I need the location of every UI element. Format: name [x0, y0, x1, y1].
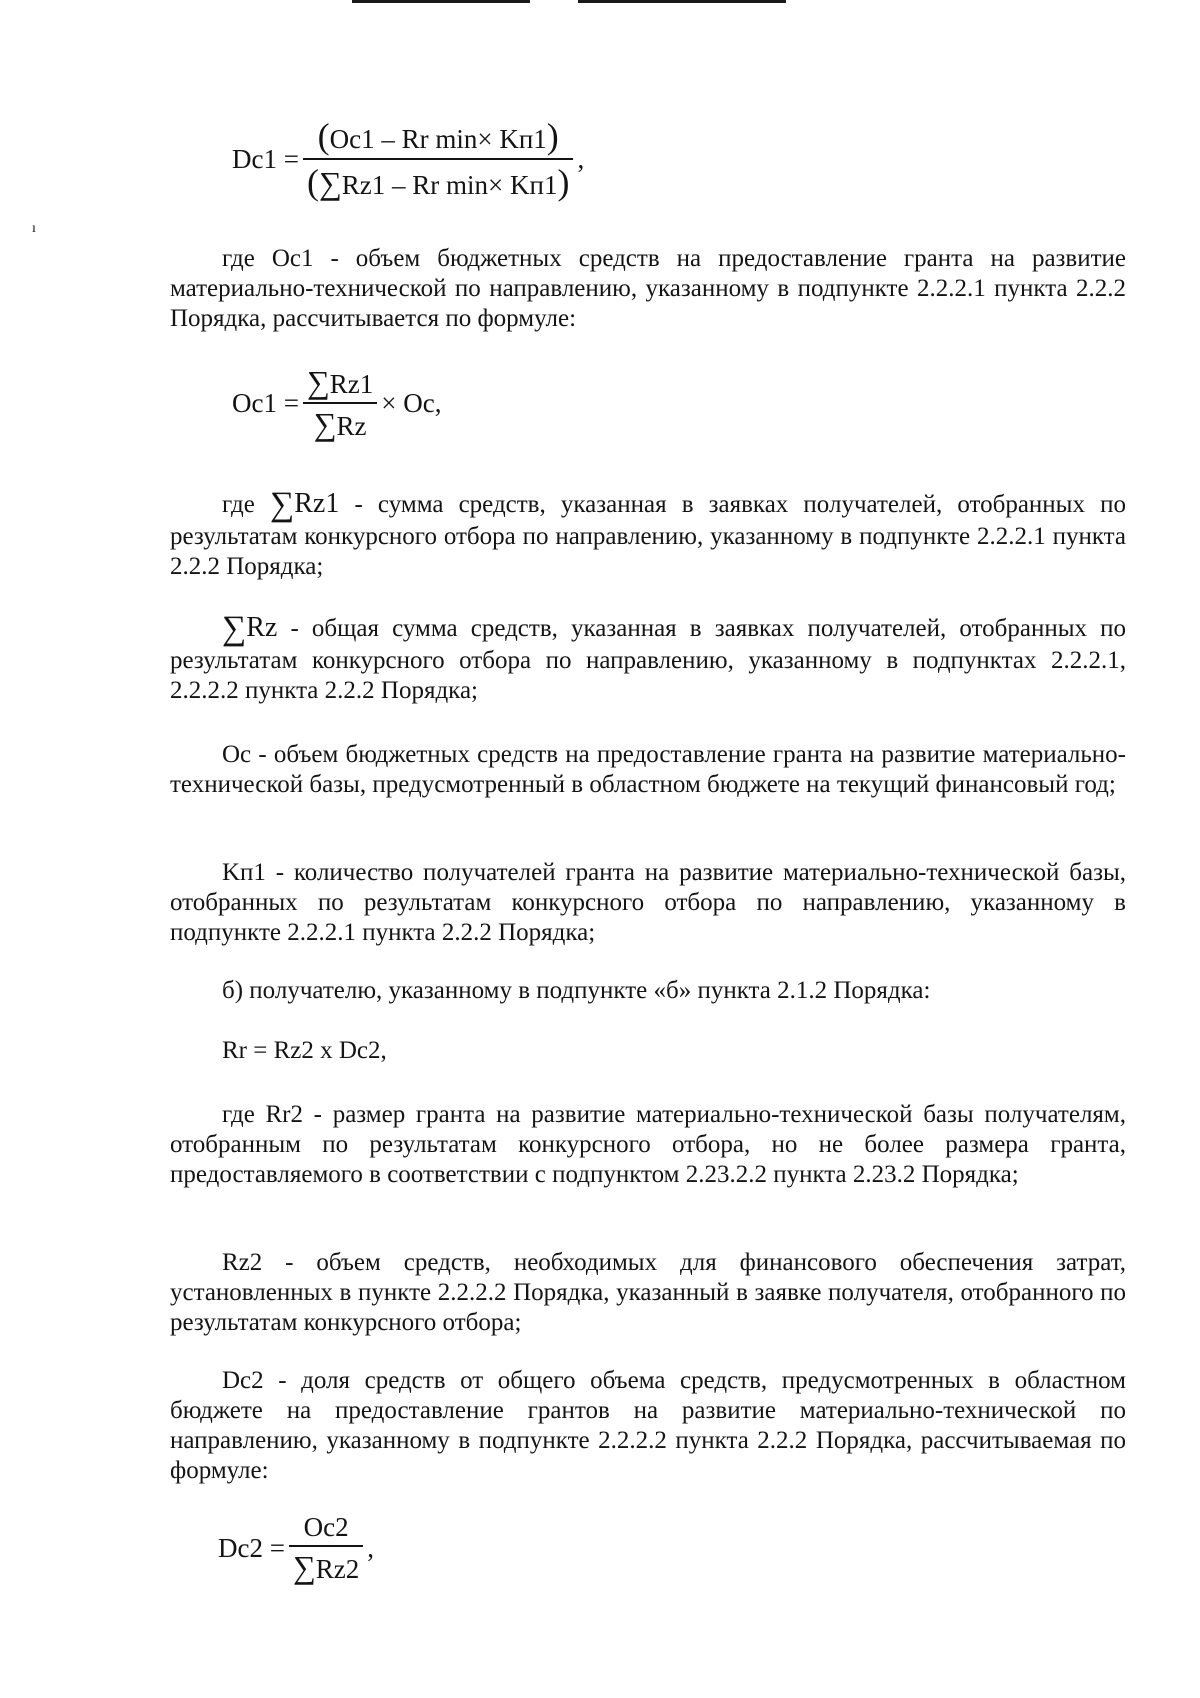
formula-oc1-numerator [303, 366, 377, 402]
sigma-symbol: ∑ [318, 165, 342, 201]
formula-oc1 [232, 366, 442, 440]
formula-oc1-lhs: Oc1 = [232, 387, 299, 418]
sum-term: Rz [246, 612, 278, 643]
formula-dc2-fraction [289, 1514, 363, 1583]
numerator-expression: Oc1 – Rr min× Kп1 [329, 124, 547, 154]
sigma-symbol: ∑ [222, 610, 247, 647]
paragraph-dc2: Dc2 - доля средств от общего объема средств, предусмотренных в областном бюджете на предоставление грантов на развитие материально-технической по направлению, указанному в подпункте 2.2.2.2 пункта 2.2.2 Порядка, рассчитываемая по формуле: [170, 1367, 1126, 1484]
formula-dc2-numerator: Oc2 [303, 1512, 349, 1542]
denominator-expression: Rz1 – Rr min× Kп1 [341, 170, 558, 200]
formula-dc1-lhs: Dc1 = [232, 143, 299, 174]
top-rule-left [352, 0, 530, 3]
paragraph-sum-rz [170, 612, 1126, 706]
numerator-open-paren: ( [317, 116, 330, 156]
paragraph-lead: где [222, 491, 270, 518]
paragraph-sum-rz1 [170, 488, 1126, 582]
paragraph-oc: Oc - объем бюджетных средств на предоставление гранта на развитие материально-технической базы, предусмотренный в областном бюджете на текущий финансовый год; [170, 741, 1126, 798]
denominator-expression: Rz [336, 411, 367, 441]
inline-sum-rz [222, 610, 278, 647]
sigma-symbol: ∑ [292, 1549, 316, 1585]
formula-oc1-fraction [303, 366, 377, 440]
formula-dc1-tail: , [577, 143, 585, 174]
paragraph-text: - сумма средств, указанная в заявках получателей, отобранных по результатам конкурсного отбора по направлению, указанному в подпункте 2.2.2.1 пункта 2.2.2 Порядка; [170, 491, 1126, 580]
numerator-close-paren: ) [546, 116, 559, 156]
paragraph-rr2: где Rr2 - размер гранта на развитие материально-технической базы получателям, отобранным по результатам конкурсного отбора, но не более размера гранта, предоставляемого в соответствии с подпунктом 2.23.2.2 пункта 2.23.2 Порядка; [170, 1101, 1126, 1188]
numerator-expression: Rz1 [329, 369, 374, 399]
denominator-close-paren: ) [557, 162, 570, 202]
formula-dc1-numerator [314, 118, 563, 158]
top-rule-right [578, 0, 786, 3]
formula-dc2 [218, 1514, 374, 1583]
formula-dc1 [232, 118, 584, 200]
sigma-symbol: ∑ [306, 364, 330, 400]
inline-sum-rz1 [269, 486, 340, 523]
formula-dc1-denominator [303, 160, 573, 200]
denominator-expression: Rz2 [315, 1554, 360, 1584]
sigma-symbol: ∑ [313, 406, 337, 442]
paragraph-item-b: б) получателю, указанному в подпункте «б» пункта 2.1.2 Порядка: [222, 977, 931, 1004]
formula-dc1-fraction [303, 118, 573, 200]
margin-mark: ı [32, 221, 36, 236]
denominator-open-paren: ( [306, 162, 319, 202]
formula-dc2-denominator [289, 1547, 363, 1583]
formula-dc2-tail: , [367, 1533, 375, 1563]
paragraph-kp1: Kп1 - количество получателей гранта на развитие материально-технической базы, отобранных по результатам конкурсного отбора по направлению, указанному в подпункте 2.2.2.1 пункта 2.2.2 Порядка; [170, 859, 1126, 946]
formula-dc2-lhs: Dc2 = [218, 1533, 285, 1563]
formula-oc1-tail: × Oc, [381, 387, 442, 418]
paragraph-text: - общая сумма средств, указанная в заявках получателей, отобранных по результатам конкурсного отбора по направлению, указанному в подпунктах 2.2.2.1, 2.2.2.2 пункта 2.2.2 Порядка; [170, 615, 1126, 704]
paragraph-rz2: Rz2 - объем средств, необходимых для финансового обеспечения затрат, установленных в пункте 2.2.2.2 Порядка, указанный в заявке получателя, отобранного по результатам конкурсного отбора; [170, 1249, 1126, 1336]
formula-rr: Rr = Rz2 x Dc2, [222, 1037, 387, 1064]
sum-term: Rz1 [294, 488, 340, 519]
sigma-symbol: ∑ [269, 486, 295, 523]
formula-oc1-denominator [310, 404, 371, 440]
paragraph-oc1-definition: где Oc1 - объем бюджетных средств на предоставление гранта на развитие материально-технической по направлению, указанному в подпункте 2.2.2.1 пункта 2.2.2 Порядка, рассчитывается по формуле: [170, 245, 1126, 332]
